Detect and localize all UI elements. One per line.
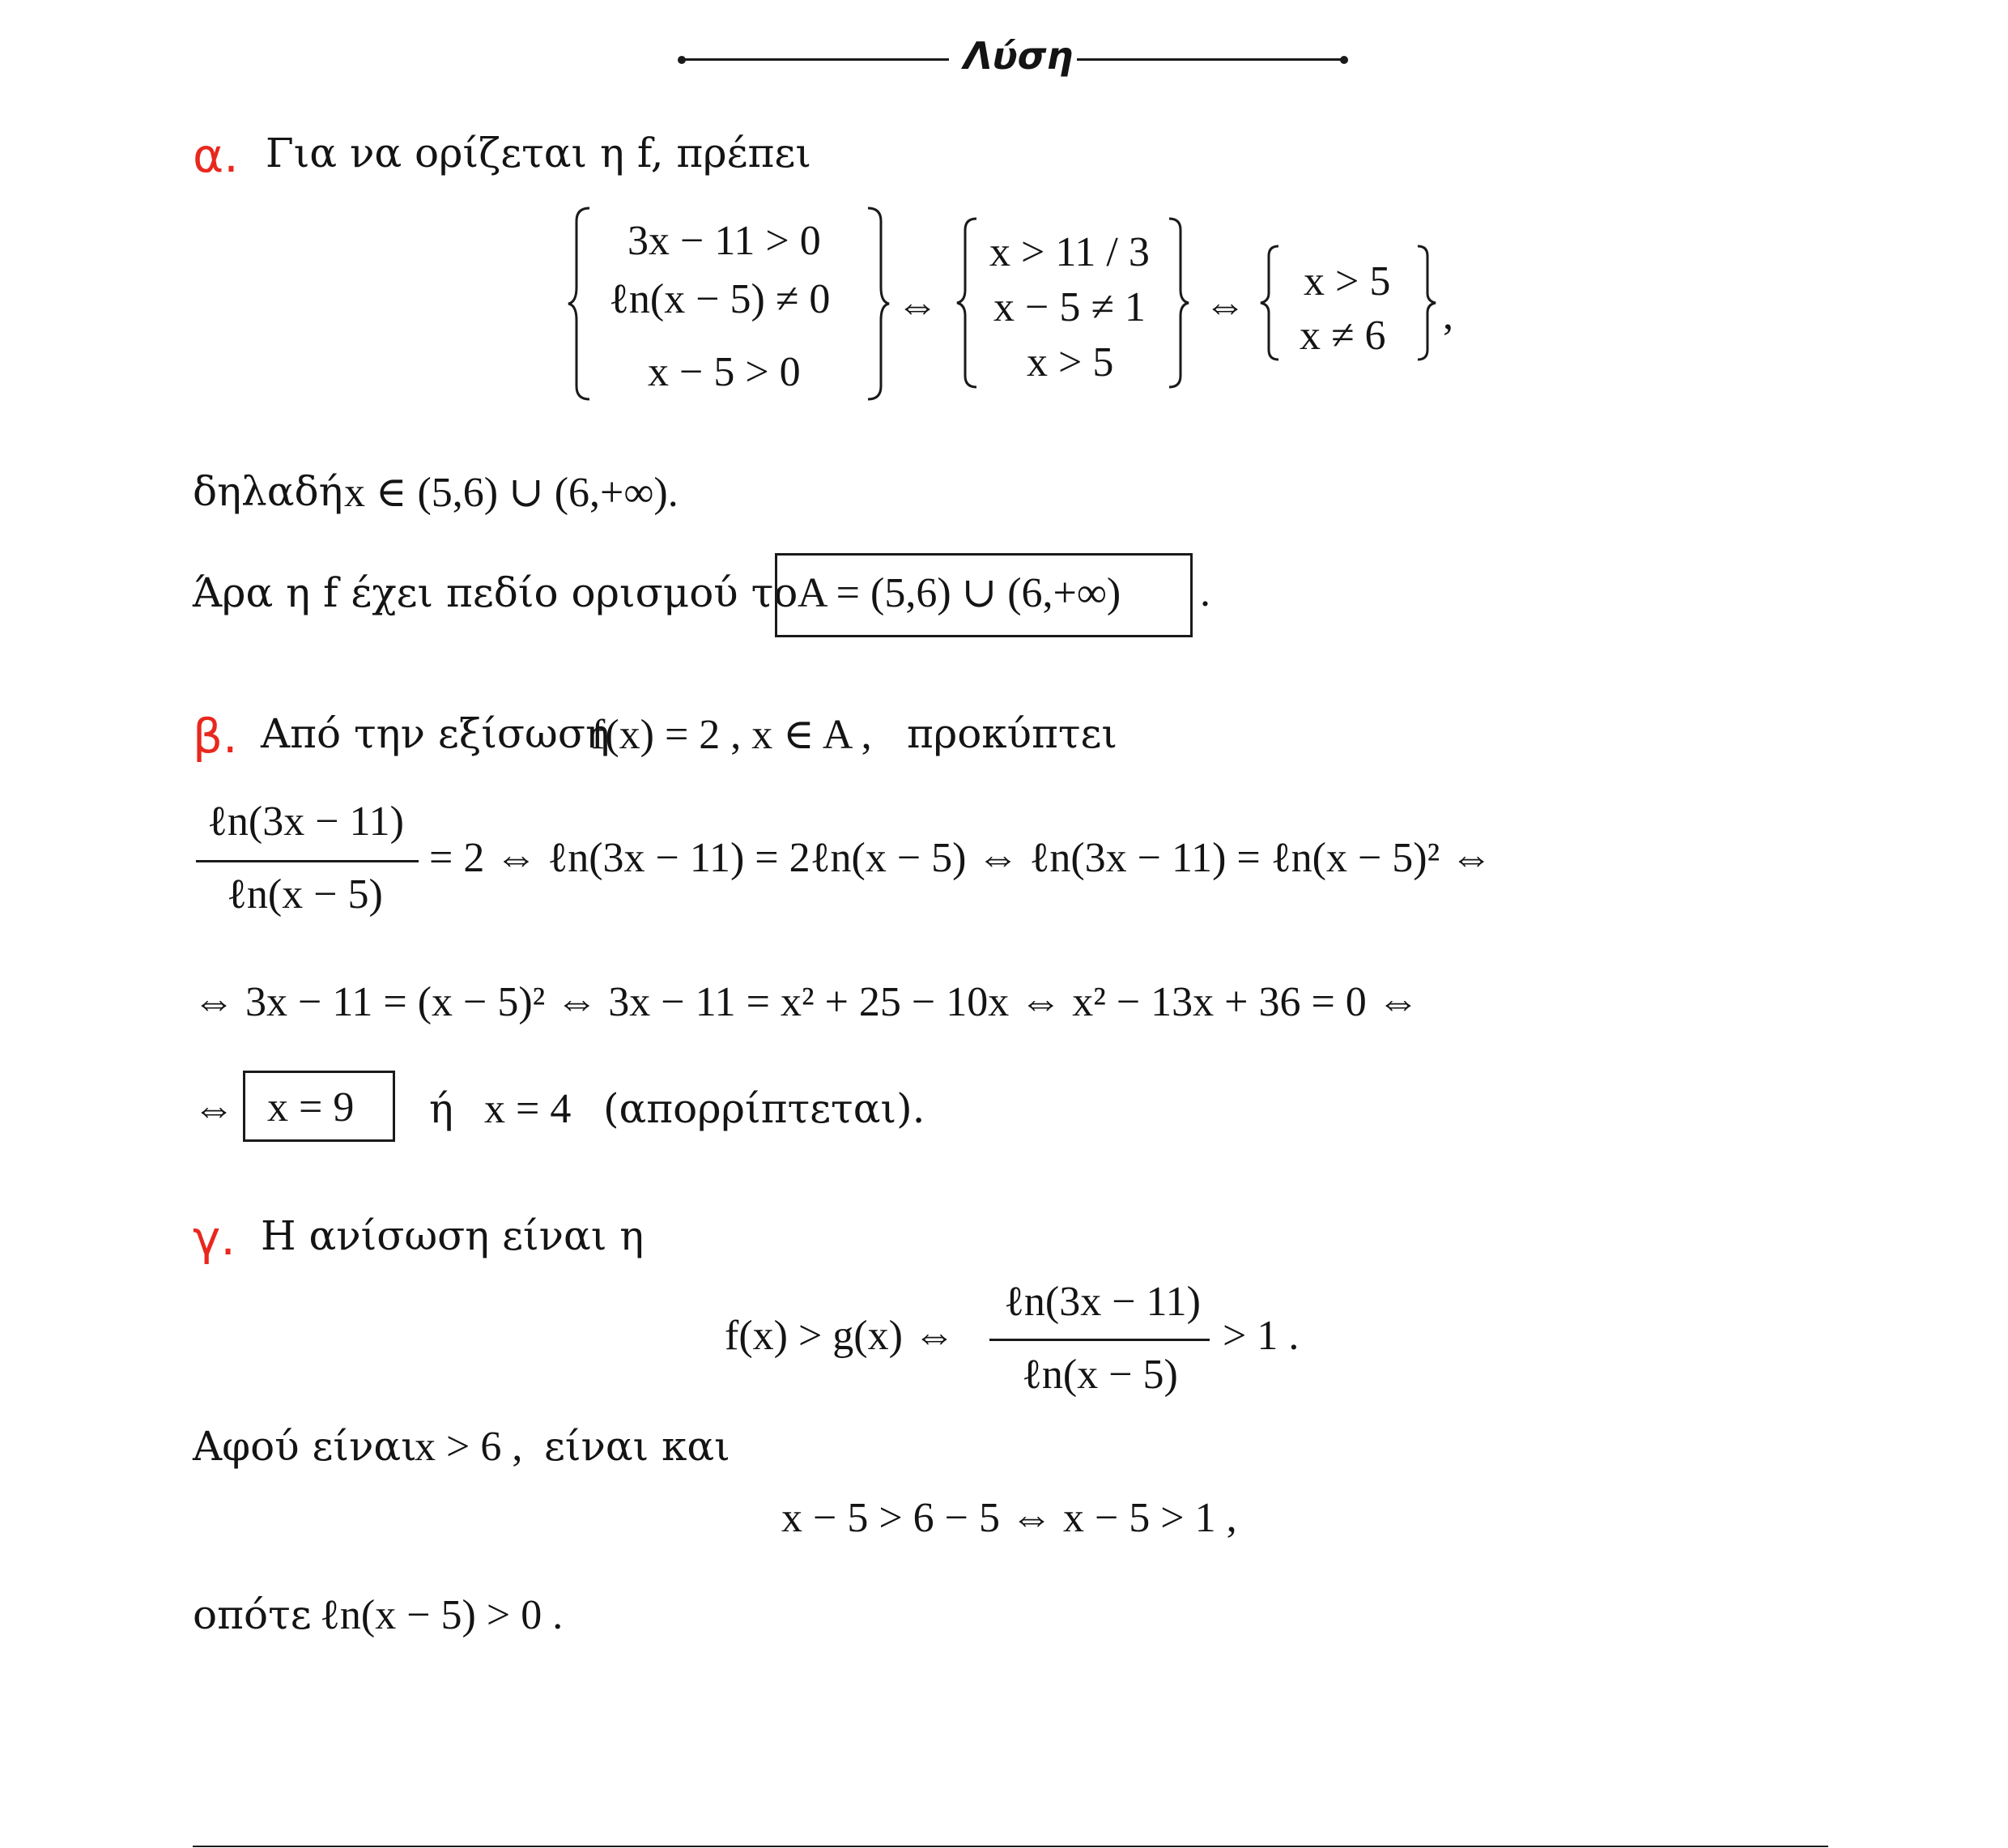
c-since-text: Αφού είναι <box>193 1423 417 1470</box>
b-frac-denominator: ℓn(x − 5) <box>227 871 383 918</box>
system-comma: , <box>1443 292 1453 339</box>
system1-line1: 3x − 11 > 0 <box>628 218 821 264</box>
c-since-math: x > 6 , <box>415 1424 523 1470</box>
part-c-intro: Η ανίσωση είναι η <box>261 1212 645 1259</box>
system2-line1: x > 11 / 3 <box>989 229 1150 275</box>
solution-box-text: x = 9 <box>267 1084 355 1131</box>
part-b-intro-math: f(x) = 2 , x ∈ A , <box>591 712 872 758</box>
c-ineq-left: f(x) > g(x) ⇔ <box>725 1313 955 1359</box>
b-line3-prefix: ⇔ <box>193 1086 235 1132</box>
b-line2: ⇔ 3x − 11 = (x − 5)² ⇔ 3x − 11 = x² + 25 − 10x ⇔ x² − 13x + 36 = 0 ⇔ <box>193 979 1419 1025</box>
part-b-label: β. <box>193 709 238 764</box>
domain-end: . <box>1200 569 1210 615</box>
domain-text: Άρα η f έχει πεδίο ορισμού το <box>193 569 798 616</box>
c-frac-denominator: ℓn(x − 5) <box>1022 1352 1178 1398</box>
b-frac-numerator: ℓn(3x − 11) <box>207 798 404 845</box>
system1-line3: x − 5 > 0 <box>648 349 801 395</box>
c-line-math: x − 5 > 6 − 5 ⇔ x − 5 > 1 , <box>781 1495 1237 1541</box>
part-b-intro-text2: προκύπτει <box>907 710 1118 757</box>
system3-line2: x ≠ 6 <box>1300 313 1386 359</box>
b-line3-rest: x = 4 <box>484 1086 572 1132</box>
system3-line1: x > 5 <box>1304 258 1391 304</box>
system2-line3: x > 5 <box>1027 339 1114 385</box>
part-a-label: α. <box>193 128 239 183</box>
header-left-rule <box>682 58 949 61</box>
system2-line2: x − 5 ≠ 1 <box>993 284 1146 330</box>
domain-box-text: A = (5,6) ∪ (6,+∞) <box>798 570 1121 616</box>
part-a-intro: Για να ορίζεται η f, πρέπει <box>266 130 811 177</box>
equiv-1: ⇔ <box>896 283 938 329</box>
b-line3-reject: (απορρίπτεται). <box>603 1085 925 1132</box>
b-line1-rest: = 2 ⇔ ℓn(3x − 11) = 2ℓn(x − 5) ⇔ ℓn(3x − 11) = ℓn(x − 5)² ⇔ <box>429 835 1493 881</box>
c-final-text: οπότε <box>193 1591 312 1638</box>
footer-rule <box>193 1846 1828 1847</box>
c-frac-numerator: ℓn(3x − 11) <box>1004 1279 1201 1325</box>
b-line3-or: ή <box>429 1085 453 1132</box>
conclusion-math: x ∈ (5,6) ∪ (6,+∞). <box>344 470 679 516</box>
b-frac-bar <box>196 860 419 862</box>
c-ineq-right: > 1 . <box>1223 1313 1300 1359</box>
c-frac-bar <box>989 1339 1210 1341</box>
header-right-dot <box>1340 56 1348 64</box>
conclusion-prefix: δηλαδή <box>193 468 343 515</box>
header-right-rule <box>1077 58 1344 61</box>
system1-line2: ℓn(x − 5) ≠ 0 <box>609 276 831 322</box>
equiv-2: ⇔ <box>1204 283 1246 329</box>
c-final-math: ℓn(x − 5) > 0 . <box>320 1592 564 1638</box>
c-since-text2: είναι και <box>544 1423 730 1470</box>
header-title: Λύση <box>964 34 1074 78</box>
part-c-label: γ. <box>193 1211 236 1266</box>
part-b-intro-text: Από την εξίσωση <box>261 710 610 757</box>
